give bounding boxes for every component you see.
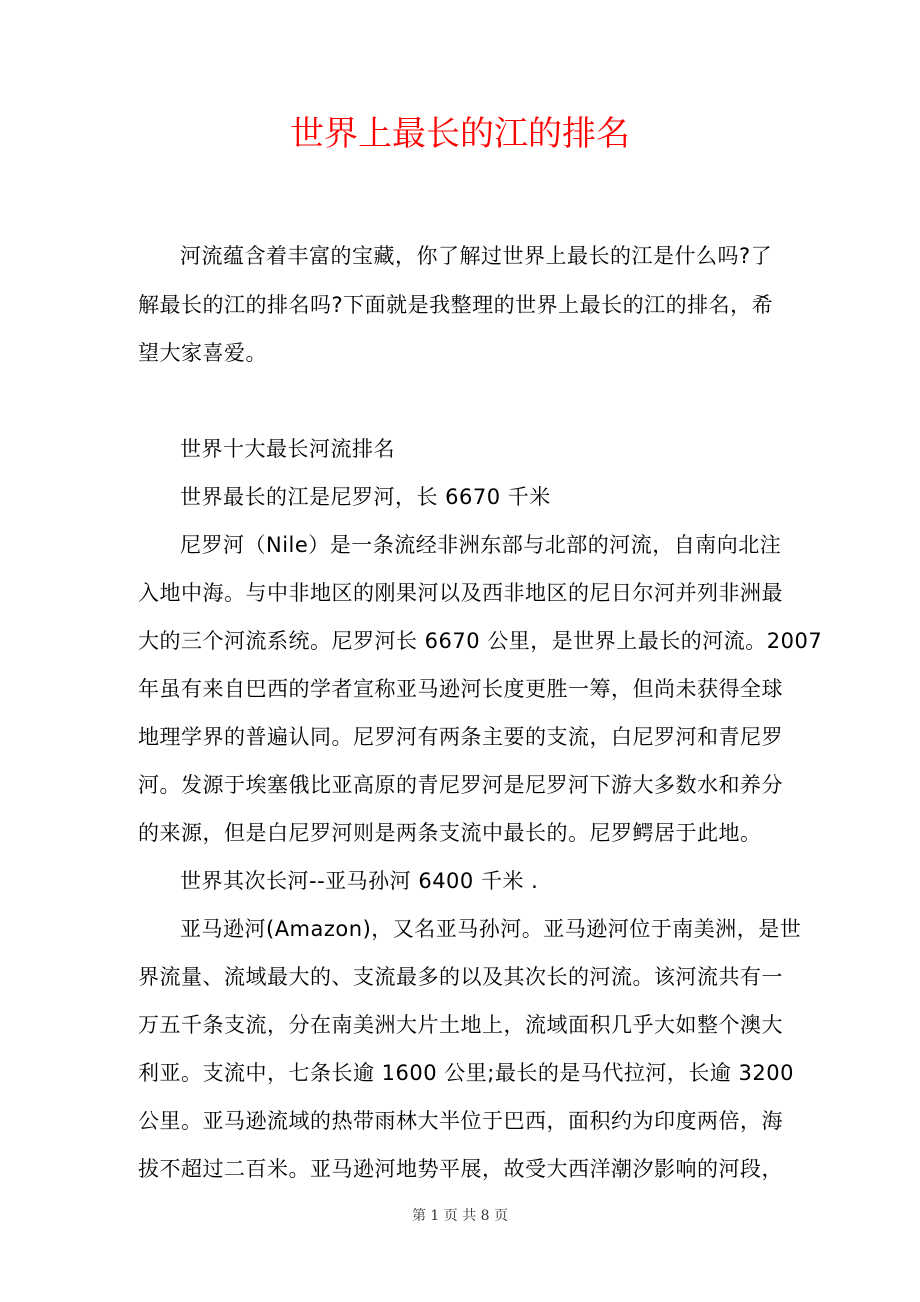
intro-line: 解最长的江的排名吗?下面就是我整理的世界上最长的江的排名，希 [138, 293, 774, 317]
amazon-paragraph-line: 万五千条支流，分在南美洲大片土地上，流域面积几乎大如整个澳大 [138, 1013, 783, 1037]
page-indicator: 第 1 页 共 8 页 [411, 1208, 509, 1224]
intro-line: 河流蕴含着丰富的宝藏，你了解过世界上最长的江是什么吗?了 [180, 244, 773, 268]
section-heading: 世界十大最长河流排名 [180, 437, 395, 461]
amazon-paragraph-line: 亚马逊河(Amazon)，又名亚马孙河。亚马逊河位于南美洲，是世 [180, 917, 802, 941]
amazon-paragraph-line: 公里。亚马逊流域的热带雨林大半位于巴西，面积约为印度两倍，海 [138, 1109, 783, 1133]
nile-paragraph-line: 尼罗河（Nile）是一条流经非洲东部与北部的河流，自南向北注 [180, 533, 782, 557]
nile-paragraph-line: 的来源，但是白尼罗河则是两条支流中最长的。尼罗鳄居于此地。 [138, 821, 762, 845]
intro-line: 望大家喜爱。 [138, 341, 267, 365]
nile-heading: 世界最长的江是尼罗河，长 6670 千米 [180, 485, 551, 509]
amazon-paragraph-line: 利亚。支流中，七条长逾 1600 公里;最长的是马代拉河，长逾 3200 [138, 1061, 794, 1085]
amazon-paragraph-line: 拔不超过二百米。亚马逊河地势平展，故受大西洋潮汐影响的河段， [138, 1157, 783, 1181]
nile-paragraph-line: 入地中海。与中非地区的刚果河以及西非地区的尼日尔河并列非洲最 [138, 581, 783, 605]
amazon-heading: 世界其次长河--亚马孙河 6400 千米 . [180, 869, 539, 893]
document-title: 世界上最长的江的排名 [290, 114, 630, 154]
amazon-paragraph-line: 界流量、流域最大的、支流最多的以及其次长的河流。该河流共有一 [138, 965, 783, 989]
nile-paragraph-line: 河。发源于埃塞俄比亚高原的青尼罗河是尼罗河下游大多数水和养分 [138, 773, 783, 797]
nile-paragraph-line: 年虽有来自巴西的学者宣称亚马逊河长度更胜一筹，但尚未获得全球 [138, 677, 783, 701]
nile-paragraph-line: 地理学界的普遍认同。尼罗河有两条主要的支流，白尼罗河和青尼罗 [138, 725, 783, 749]
nile-paragraph-line: 大的三个河流系统。尼罗河长 6670 公里，是世界上最长的河流。2007 [138, 629, 823, 653]
